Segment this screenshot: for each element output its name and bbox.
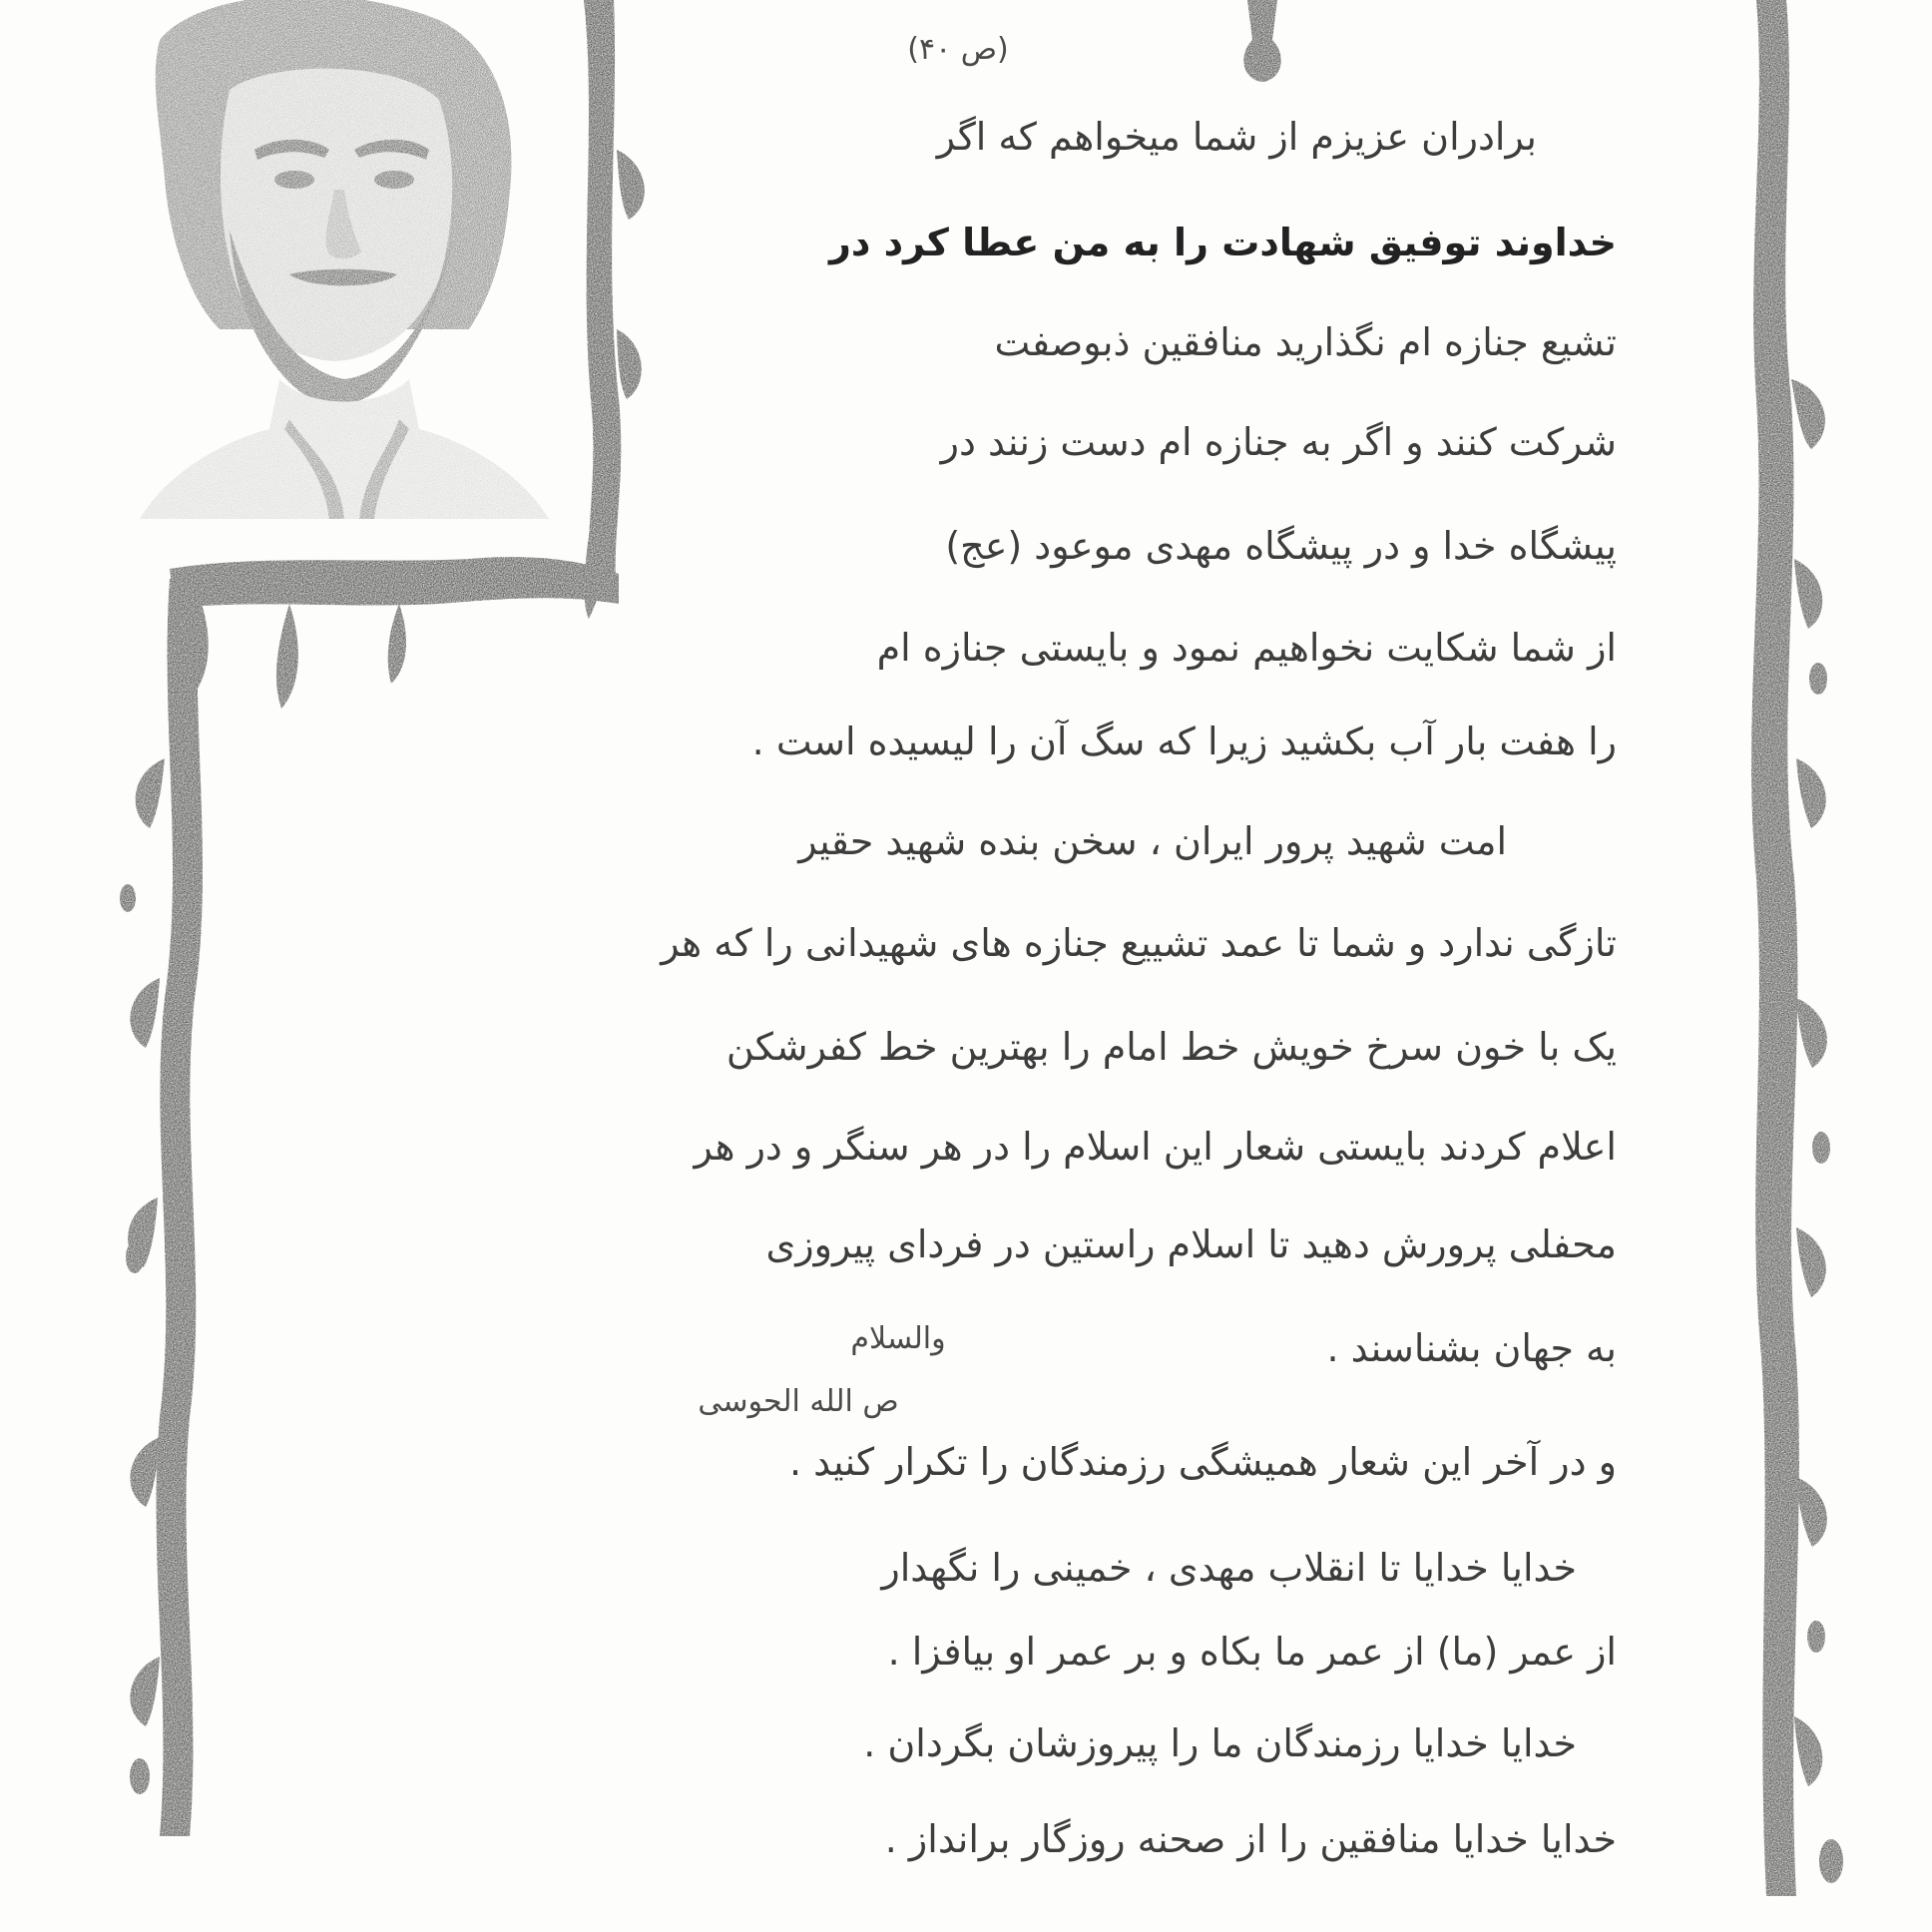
text-line: یک با خون سرخ خویش خط امام را بهترین خط کفرشکن [725,1025,1617,1069]
text-line: پیشگاه خدا و در پیشگاه مهدی موعود (عج) [945,524,1617,568]
signature-note: ص الله الحوسی [698,1384,899,1419]
text-line: محفلی پرورش دهید تا اسلام راستین در فردای پیروزی [765,1222,1617,1266]
text-line: خدایا خدایا رزمندگان ما را پیروزشان بگردان . [863,1721,1577,1765]
text-line: خدایا خدایا منافقین را از صحنه روزگار برانداز . [884,1817,1617,1861]
text-line: تشیع جنازه ام نگذارید منافقین ذبوصفت [994,320,1617,364]
text-line: امت شهید پرور ایران ، سخن بنده شهید حقیر [798,819,1507,863]
text-line: خداوند توفیق شهادت را به من عطا کرد در [829,221,1617,264]
text-line: به جهان بشناسند . [1326,1326,1617,1370]
text-line: خدایا خدایا تا انقلاب مهدی ، خمینی را نگهدار [881,1546,1577,1590]
text-line: و در آخر این شعار همیشگی رزمندگان را تکرار کنید . [788,1440,1617,1484]
text-line: تازگی ندارد و شما تا عمد تشییع جنازه های شهیدانی را که هر [661,921,1617,965]
closing-salutation: والسلام [850,1321,946,1356]
text-line: برادران عزیزم از شما میخواهم که اگر [936,115,1537,159]
portrait-photo [140,0,559,519]
page-number: (ص ۴۰) [907,32,1009,67]
text-line: شرکت کنند و اگر به جنازه ام دست زنند در [940,420,1617,464]
text-line: از شما شکایت نخواهیم نمود و بایستی جنازه ام [876,626,1617,670]
text-line: اعلام کردند بایستی شعار این اسلام را در هر سنگر و در هر [694,1125,1617,1169]
text-line: را هفت بار آب بکشید زیرا که سگ آن را لیسیده است . [751,720,1617,763]
text-line: از عمر (ما) از عمر ما بکاه و بر عمر او بیافزا . [887,1630,1617,1674]
